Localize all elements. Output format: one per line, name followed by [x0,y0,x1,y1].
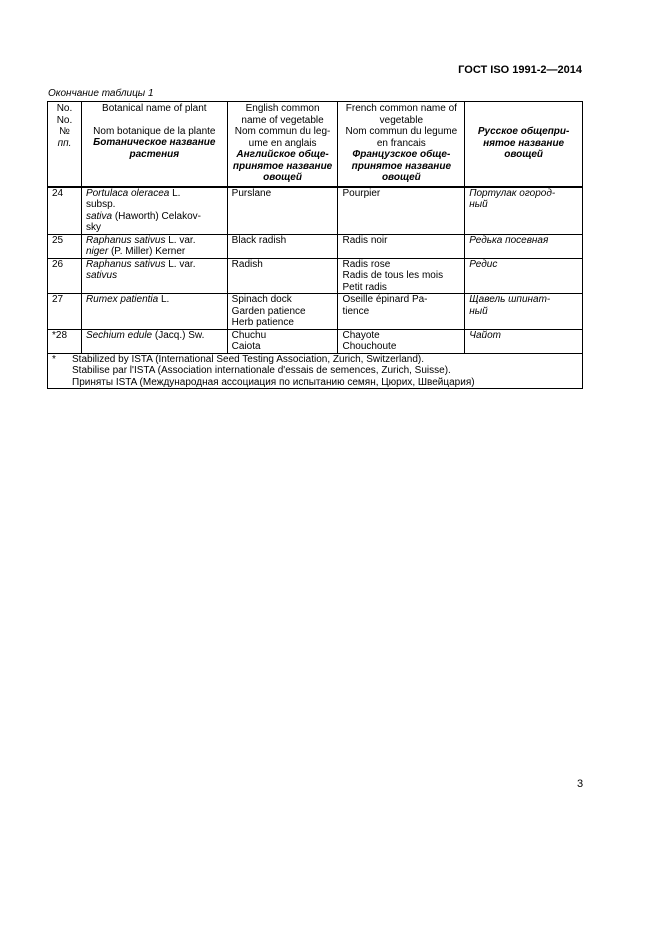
row-number: 26 [48,258,82,294]
botanical-name-italic: Sechium edule [85,329,153,341]
botanical-name-cell [81,187,227,235]
botanical-name-text: (P. Miller) Kerner [108,246,186,257]
russian-name-cell [465,258,583,294]
botanical-name-text: L. var. [165,258,196,270]
row-number: *28 [48,329,82,353]
botanical-name-italic: niger [85,246,109,257]
english-name-line: Chuchu [231,329,267,341]
botanical-name-text: (Jacq.) Sw. [152,329,205,341]
russian-name-cell [465,294,583,330]
botanical-name-cell [81,329,227,353]
russian-name-line: Чайот [469,329,501,341]
table-row [48,234,583,258]
english-name-line: Radish [231,258,263,270]
russian-name-cell [465,187,583,235]
english-name-cell [227,258,338,294]
english-name-cell [227,329,338,353]
english-name-line: Purslane [231,187,272,199]
table-caption: Окончание таблицы 1 [48,88,154,99]
footnote [48,353,583,389]
botanical-name-text: sky [85,222,101,233]
document-code: ГОСТ ISO 1991-2—2014 [458,64,582,76]
footnote-line: Stabilise par l'ISTA (Association internationale d'essais de semences, Zurich, Suisse). [72,365,451,376]
russian-name-cell [465,329,583,353]
french-name-cell [338,234,465,258]
russian-name-cell [465,234,583,258]
botanical-name-text: subsp. [85,199,116,210]
french-name-cell [338,294,465,330]
header-russian: Русское общепри- нятое название овощей [465,102,583,187]
row-number: 27 [48,294,82,330]
french-name-line: Chouchoute [342,341,397,352]
botanical-name-italic: Portulaca oleracea [85,187,170,199]
french-name-line: tience [342,305,370,317]
footnote-row [48,353,583,389]
english-name-line: Caiota [231,341,261,352]
page-number: 3 [577,778,584,790]
table-header-row [48,102,583,187]
botanical-name-text: L. [169,187,181,199]
french-name-cell [338,258,465,294]
russian-name-line: Портулак огород- [469,187,556,199]
botanical-name-text: (Haworth) Celakov- [112,210,201,222]
french-name-line: Petit radis [342,281,387,293]
botanical-name-italic: Raphanus sativus [85,234,166,246]
botanical-name-italic: Rumex patientia [85,294,159,305]
russian-name-line: ный [469,199,488,210]
french-name-line: Oseille épinard Pa- [342,294,428,305]
botanical-name-cell [81,294,227,330]
table-row [48,187,583,235]
english-name-line: Herb patience [231,317,294,328]
table-row [48,329,583,353]
botanical-name-cell [81,234,227,258]
english-name-line: Garden patience [231,305,306,317]
english-name-cell [227,187,338,235]
french-name-line: Radis noir [342,234,388,246]
french-name-cell [338,187,465,235]
russian-name-line: Редис [469,258,498,270]
french-name-cell [338,329,465,353]
english-name-cell [227,234,338,258]
russian-name-line: ный [469,305,488,317]
english-name-cell [227,294,338,330]
botanical-name-cell [81,258,227,294]
french-name-line: Radis de tous les mois [342,270,444,281]
vegetable-names-table [47,101,583,389]
header-botanical: Botanical name of plant Nom botanique de la plante Ботаническое название растения [81,102,227,187]
botanical-name-italic: Raphanus sativus [85,258,166,270]
header-english: English common name of vegetable Nom commun du leg- ume en anglais Английское обще- принятое название овощей [227,102,338,187]
table-row [48,258,583,294]
header-no: No. No. № пп. [48,102,82,187]
botanical-name-text: L. [158,294,170,305]
french-name-line: Chayote [342,329,380,341]
russian-name-line: Щавель шпинат- [469,294,551,305]
english-name-line: Spinach dock [231,294,292,305]
row-number: 25 [48,234,82,258]
footnote-line: Приняты ISTA (Международная ассоциация по испытанию семян, Цюрих, Швейцария) [72,376,475,388]
russian-name-line: Редька посевная [469,234,549,246]
table-body [48,187,583,354]
footnote-line: Stabilized by ISTA (International Seed Testing Association, Zurich, Switzerland). [72,353,425,365]
header-french: French common name of vegetable Nom commun du legume en francais Французское обще- принятое название овощей [338,102,465,187]
botanical-name-text: L. var. [165,234,196,246]
english-name-line: Black radish [231,234,287,246]
footnote-mark: * [52,353,56,365]
row-number: 24 [48,187,82,235]
botanical-name-italic: sativus [85,270,118,281]
french-name-line: Pourpier [342,187,381,199]
botanical-name-italic: sativa [85,210,113,222]
table-row [48,294,583,330]
french-name-line: Radis rose [342,258,391,270]
